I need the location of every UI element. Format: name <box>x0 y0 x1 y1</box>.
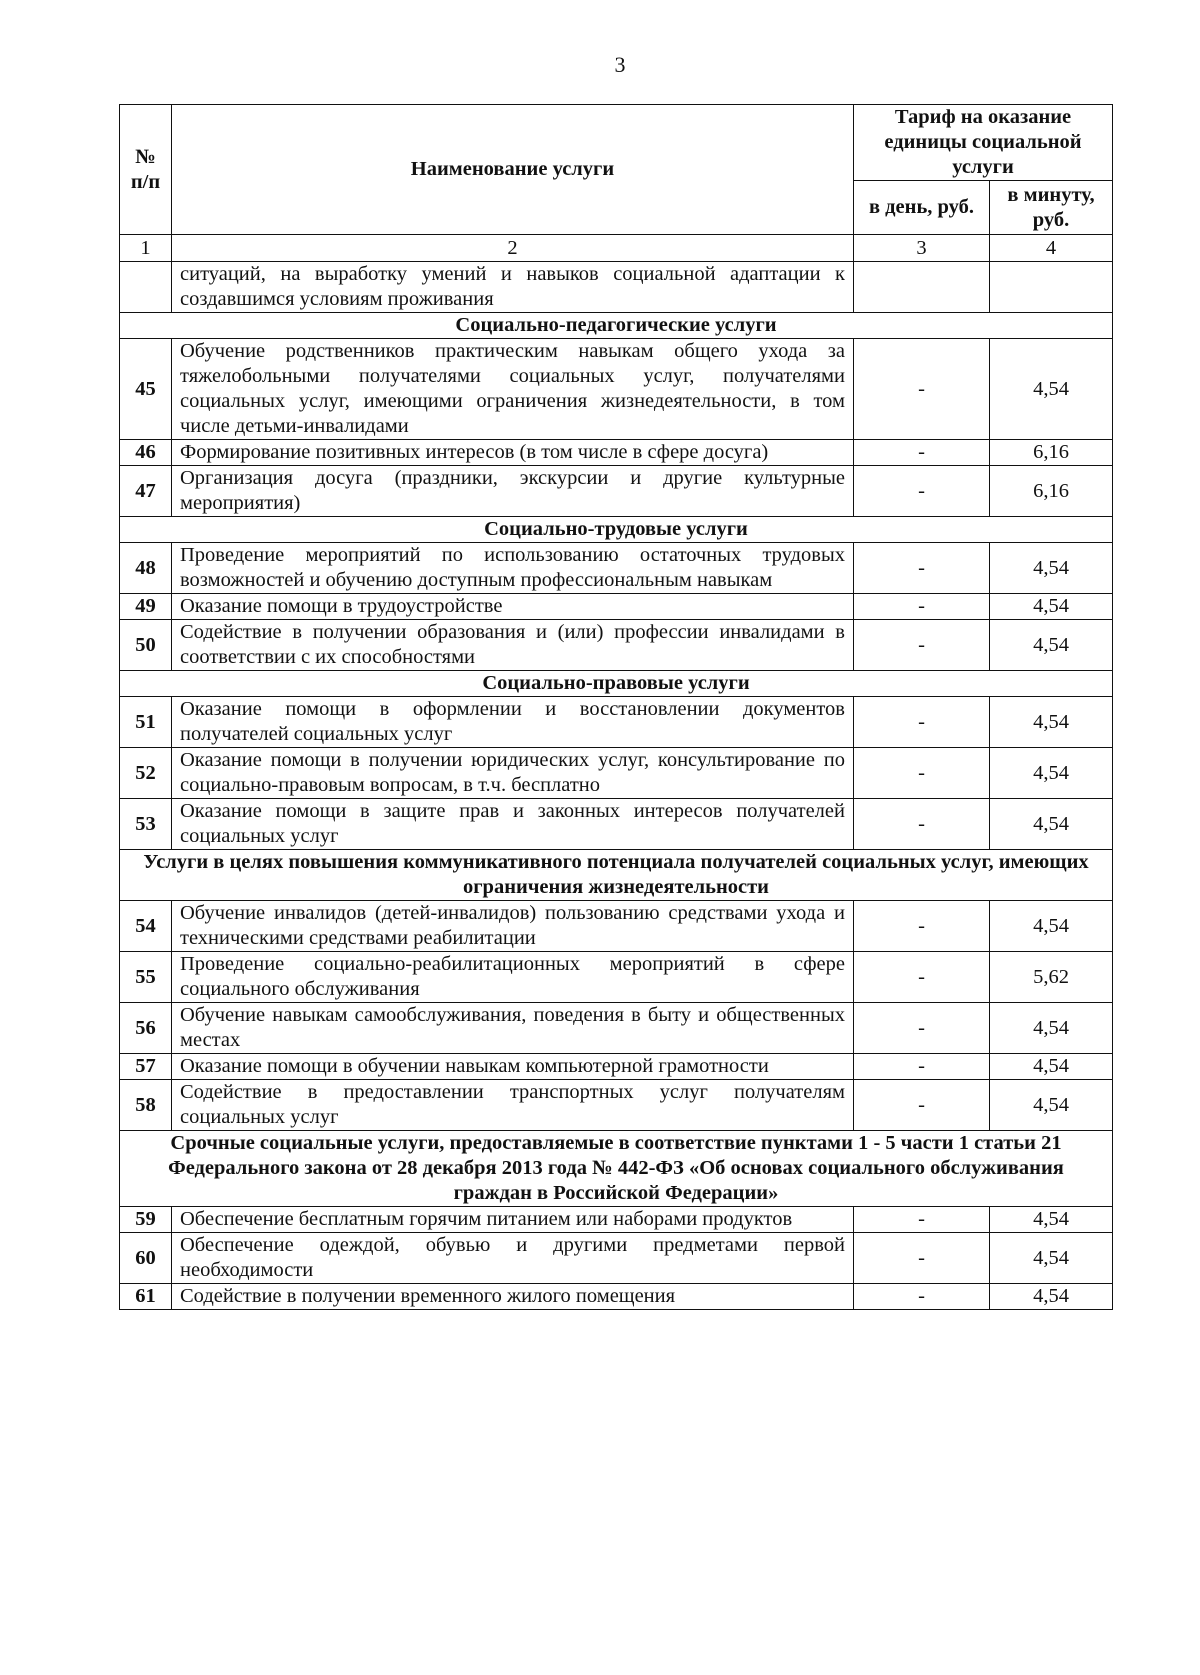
column-number-1: 1 <box>120 235 172 262</box>
tariff-per-day: - <box>854 594 990 620</box>
tariff-per-minute <box>990 262 1113 313</box>
row-number: 61 <box>120 1284 172 1310</box>
tariff-per-day: - <box>854 620 990 671</box>
section-header-row <box>120 850 1113 901</box>
section-header-row <box>120 517 1113 543</box>
tariff-table <box>119 104 1113 1310</box>
tariff-per-day: - <box>854 1003 990 1054</box>
tariff-per-day: - <box>854 901 990 952</box>
tariff-per-minute: 6,16 <box>990 466 1113 517</box>
tariff-per-minute: 4,54 <box>990 594 1113 620</box>
row-number: 59 <box>120 1207 172 1233</box>
tariff-per-minute: 5,62 <box>990 952 1113 1003</box>
table-row <box>120 620 1113 671</box>
table-row <box>120 543 1113 594</box>
service-name: Оказание помощи в обучении навыкам компьютерной грамотности <box>172 1054 854 1080</box>
service-name: Содействие в предоставлении транспортных услуг получателям социальных услуг <box>172 1080 854 1131</box>
header-per-minute: в минуту, руб. <box>990 181 1113 235</box>
row-number: 49 <box>120 594 172 620</box>
header-per-day: в день, руб. <box>854 181 990 235</box>
tariff-per-day: - <box>854 748 990 799</box>
tariff-per-day: - <box>854 543 990 594</box>
table-row <box>120 594 1113 620</box>
tariff-per-minute: 4,54 <box>990 339 1113 440</box>
header-num: № п/п <box>120 105 172 235</box>
row-number: 53 <box>120 799 172 850</box>
column-number-2: 2 <box>172 235 854 262</box>
row-number: 52 <box>120 748 172 799</box>
table-row <box>120 1284 1113 1310</box>
tariff-per-minute: 4,54 <box>990 1284 1113 1310</box>
section-title: Социально-правовые услуги <box>120 671 1113 697</box>
table-row <box>120 1003 1113 1054</box>
table-row <box>120 1207 1113 1233</box>
table-row <box>120 799 1113 850</box>
row-number: 51 <box>120 697 172 748</box>
row-number: 54 <box>120 901 172 952</box>
column-numbers-row <box>120 235 1113 262</box>
tariff-per-day: - <box>854 1284 990 1310</box>
row-number <box>120 262 172 313</box>
tariff-per-minute: 4,54 <box>990 1003 1113 1054</box>
service-name: Проведение социально-реабилитационных мероприятий в сфере социального обслуживания <box>172 952 854 1003</box>
table-row <box>120 440 1113 466</box>
service-name: Содействие в получении временного жилого помещения <box>172 1284 854 1310</box>
tariff-per-minute: 4,54 <box>990 901 1113 952</box>
tariff-per-day: - <box>854 1054 990 1080</box>
tariff-per-day: - <box>854 1080 990 1131</box>
row-number: 56 <box>120 1003 172 1054</box>
row-number: 58 <box>120 1080 172 1131</box>
tariff-per-day: - <box>854 1207 990 1233</box>
service-name: Оказание помощи в оформлении и восстановлении документов получателей социальных услуг <box>172 697 854 748</box>
section-header-row <box>120 671 1113 697</box>
service-name: ситуаций, на выработку умений и навыков социальной адаптации к создавшимся условиям проживания <box>172 262 854 313</box>
table-row <box>120 697 1113 748</box>
tariff-per-minute: 4,54 <box>990 1207 1113 1233</box>
row-number: 57 <box>120 1054 172 1080</box>
column-number-4: 4 <box>990 235 1113 262</box>
section-title: Услуги в целях повышения коммуникативного потенциала получателей социальных услуг, имеющих ограничения жизнедеятельности <box>120 850 1113 901</box>
tariff-per-minute: 4,54 <box>990 1233 1113 1284</box>
tariff-per-minute: 4,54 <box>990 1080 1113 1131</box>
service-name: Обучение навыкам самообслуживания, поведения в быту и общественных местах <box>172 1003 854 1054</box>
tariff-per-minute: 4,54 <box>990 543 1113 594</box>
header-row <box>120 105 1113 181</box>
table-row <box>120 748 1113 799</box>
table-row <box>120 339 1113 440</box>
section-title: Срочные социальные услуги, предоставляемые в соответствие пунктами 1 - 5 части 1 статьи 21 Федерального закона от 28 декабря 2013 года № 442-ФЗ «Об основах социального обслуживания граждан в Российской Федерации» <box>120 1131 1113 1207</box>
table-row <box>120 1080 1113 1131</box>
service-name: Оказание помощи в трудоустройстве <box>172 594 854 620</box>
row-number: 55 <box>120 952 172 1003</box>
tariff-per-day: - <box>854 697 990 748</box>
service-name: Организация досуга (праздники, экскурсии и другие культурные мероприятия) <box>172 466 854 517</box>
tariff-per-day: - <box>854 1233 990 1284</box>
header-tariff: Тариф на оказание единицы социальной услуги <box>854 105 1113 181</box>
tariff-per-day: - <box>854 339 990 440</box>
row-number: 50 <box>120 620 172 671</box>
tariff-per-day: - <box>854 799 990 850</box>
page-number: 3 <box>614 52 626 77</box>
service-name: Содействие в получении образования и (или) профессии инвалидами в соответствии с их способностями <box>172 620 854 671</box>
table-row <box>120 1054 1113 1080</box>
row-number: 48 <box>120 543 172 594</box>
section-header-row <box>120 313 1113 339</box>
tariff-per-day <box>854 262 990 313</box>
service-name: Обеспечение бесплатным горячим питанием или наборами продуктов <box>172 1207 854 1233</box>
tariff-per-day: - <box>854 952 990 1003</box>
table-row <box>120 952 1113 1003</box>
tariff-per-minute: 4,54 <box>990 799 1113 850</box>
row-number: 47 <box>120 466 172 517</box>
header-name: Наименование услуги <box>172 105 854 235</box>
service-name: Проведение мероприятий по использованию остаточных трудовых возможностей и обучению доступным профессиональным навыкам <box>172 543 854 594</box>
service-name: Обучение инвалидов (детей-инвалидов) пользованию средствами ухода и техническими средствами реабилитации <box>172 901 854 952</box>
tariff-per-day: - <box>854 440 990 466</box>
service-name: Формирование позитивных интересов (в том числе в сфере досуга) <box>172 440 854 466</box>
tariff-per-minute: 4,54 <box>990 697 1113 748</box>
service-name: Обучение родственников практическим навыкам общего ухода за тяжелобольными получателями социальных услуг, получателями социальных услуг, имеющими ограничения жизнедеятельности, в том числе детьми-инвалидами <box>172 339 854 440</box>
table-row <box>120 1233 1113 1284</box>
tariff-per-minute: 4,54 <box>990 1054 1113 1080</box>
row-number: 45 <box>120 339 172 440</box>
tariff-per-day: - <box>854 466 990 517</box>
tariff-per-minute: 4,54 <box>990 748 1113 799</box>
service-name: Оказание помощи в получении юридических услуг, консультирование по социально-правовым вопросам, в т.ч. бесплатно <box>172 748 854 799</box>
table-row <box>120 901 1113 952</box>
row-number: 60 <box>120 1233 172 1284</box>
service-name: Обеспечение одеждой, обувью и другими предметами первой необходимости <box>172 1233 854 1284</box>
column-number-3: 3 <box>854 235 990 262</box>
tariff-per-minute: 6,16 <box>990 440 1113 466</box>
table-body <box>120 262 1113 1310</box>
table-row <box>120 262 1113 313</box>
table-row <box>120 466 1113 517</box>
service-name: Оказание помощи в защите прав и законных интересов получателей социальных услуг <box>172 799 854 850</box>
tariff-per-minute: 4,54 <box>990 620 1113 671</box>
section-header-row <box>120 1131 1113 1207</box>
section-title: Социально-педагогические услуги <box>120 313 1113 339</box>
row-number: 46 <box>120 440 172 466</box>
section-title: Социально-трудовые услуги <box>120 517 1113 543</box>
